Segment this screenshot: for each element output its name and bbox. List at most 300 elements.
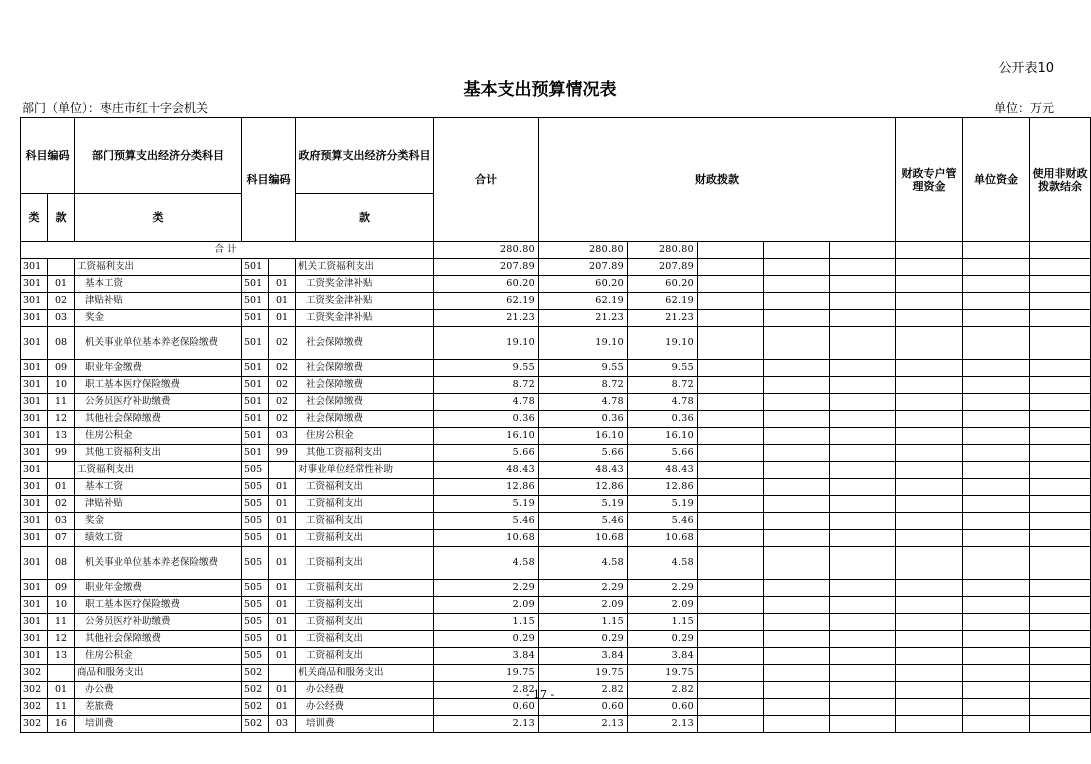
total-row-subtotal: 280.80 bbox=[539, 242, 628, 259]
empty-cell bbox=[698, 614, 764, 631]
subtotal-cell: 1.15 bbox=[539, 614, 628, 631]
empty-cell bbox=[896, 597, 963, 614]
empty-cell bbox=[1030, 360, 1091, 377]
table-row bbox=[21, 699, 1091, 716]
gov-item-name: 住房公积金 bbox=[296, 428, 434, 445]
empty-cell bbox=[698, 699, 764, 716]
general-budget-cell: 3.84 bbox=[628, 648, 698, 665]
gov-lei-cell: 505 bbox=[242, 614, 269, 631]
empty-cell bbox=[698, 327, 764, 360]
dept-lei-cell: 301 bbox=[21, 580, 48, 597]
gov-item-name: 机关工资福利支出 bbox=[296, 259, 434, 276]
empty-cell bbox=[896, 547, 963, 580]
empty-cell bbox=[1030, 411, 1091, 428]
empty-cell bbox=[698, 259, 764, 276]
empty-cell bbox=[896, 496, 963, 513]
empty-cell bbox=[963, 631, 1030, 648]
subtotal-cell: 48.43 bbox=[539, 462, 628, 479]
gov-lei-cell: 501 bbox=[242, 276, 269, 293]
general-budget-cell: 2.82 bbox=[628, 682, 698, 699]
general-budget-cell: 10.68 bbox=[628, 530, 698, 547]
dept-lei-cell: 301 bbox=[21, 259, 48, 276]
total-cell: 12.86 bbox=[434, 479, 539, 496]
total-cell: 3.84 bbox=[434, 648, 539, 665]
empty-cell bbox=[764, 716, 830, 733]
empty-cell bbox=[764, 496, 830, 513]
total-row-label: 合计 bbox=[21, 242, 434, 259]
gov-kuan-cell: 01 bbox=[269, 614, 296, 631]
empty-cell bbox=[830, 327, 896, 360]
empty-cell bbox=[830, 259, 896, 276]
gov-lei-cell: 502 bbox=[242, 665, 269, 682]
total-cell: 8.72 bbox=[434, 377, 539, 394]
table-row bbox=[21, 631, 1091, 648]
fiscal-header: 财政拨款 bbox=[539, 118, 896, 242]
table-row bbox=[21, 360, 1091, 377]
total-cell: 4.78 bbox=[434, 394, 539, 411]
gov-lei-cell: 501 bbox=[242, 327, 269, 360]
empty-cell bbox=[698, 462, 764, 479]
gov-item-name: 工资奖金津补贴 bbox=[296, 293, 434, 310]
dept-lei-header: 类 bbox=[21, 193, 48, 241]
general-budget-cell: 207.89 bbox=[628, 259, 698, 276]
gov-item-name: 工资福利支出 bbox=[296, 580, 434, 597]
gov-lei-cell: 501 bbox=[242, 259, 269, 276]
empty-cell bbox=[1030, 242, 1091, 259]
subtotal-cell: 0.60 bbox=[539, 699, 628, 716]
dept-lei-cell: 302 bbox=[21, 699, 48, 716]
dept-lei-cell: 301 bbox=[21, 411, 48, 428]
empty-cell bbox=[1030, 614, 1091, 631]
empty-cell bbox=[963, 242, 1030, 259]
total-cell: 60.20 bbox=[434, 276, 539, 293]
dept-item-name: 职业年金缴费 bbox=[75, 360, 242, 377]
gov-kuan-cell: 02 bbox=[269, 411, 296, 428]
empty-cell bbox=[896, 428, 963, 445]
empty-cell bbox=[1030, 394, 1091, 411]
gov-lei-cell: 502 bbox=[242, 716, 269, 733]
general-budget-cell: 2.29 bbox=[628, 580, 698, 597]
empty-cell bbox=[830, 428, 896, 445]
gov-lei-cell: 501 bbox=[242, 360, 269, 377]
gov-lei-cell: 502 bbox=[242, 699, 269, 716]
empty-cell bbox=[830, 699, 896, 716]
subtotal-cell: 9.55 bbox=[539, 360, 628, 377]
empty-cell bbox=[963, 394, 1030, 411]
empty-cell bbox=[1030, 716, 1091, 733]
empty-cell bbox=[764, 394, 830, 411]
empty-cell bbox=[830, 360, 896, 377]
subtotal-cell: 60.20 bbox=[539, 276, 628, 293]
table-row bbox=[21, 462, 1091, 479]
empty-cell bbox=[896, 648, 963, 665]
empty-cell bbox=[896, 377, 963, 394]
total-cell: 21.23 bbox=[434, 310, 539, 327]
dept-item-name: 基本工资 bbox=[75, 479, 242, 496]
gov-item-name: 工资福利支出 bbox=[296, 547, 434, 580]
total-cell: 48.43 bbox=[434, 462, 539, 479]
gov-kuan-cell: 01 bbox=[269, 580, 296, 597]
dept-item-name: 住房公积金 bbox=[75, 428, 242, 445]
empty-cell bbox=[764, 445, 830, 462]
subtotal-cell: 5.19 bbox=[539, 496, 628, 513]
general-budget-cell: 0.60 bbox=[628, 699, 698, 716]
empty-cell bbox=[896, 716, 963, 733]
gov-lei-cell: 502 bbox=[242, 682, 269, 699]
total-cell: 0.29 bbox=[434, 631, 539, 648]
total-cell: 5.19 bbox=[434, 496, 539, 513]
dept-lei-cell: 301 bbox=[21, 462, 48, 479]
general-budget-cell: 4.58 bbox=[628, 547, 698, 580]
empty-cell bbox=[764, 699, 830, 716]
empty-cell bbox=[896, 411, 963, 428]
empty-cell bbox=[1030, 293, 1091, 310]
dept-item-name: 培训费 bbox=[75, 716, 242, 733]
dept-item-name: 职业年金缴费 bbox=[75, 580, 242, 597]
dept-lei-cell: 301 bbox=[21, 547, 48, 580]
gov-kuan-cell: 01 bbox=[269, 310, 296, 327]
dept-kuan-cell: 16 bbox=[48, 716, 75, 733]
general-budget-cell: 48.43 bbox=[628, 462, 698, 479]
gov-item-name: 工资福利支出 bbox=[296, 614, 434, 631]
subtotal-cell: 19.10 bbox=[539, 327, 628, 360]
empty-cell bbox=[830, 276, 896, 293]
dept-item-name: 差旅费 bbox=[75, 699, 242, 716]
page-number: - 17 - bbox=[525, 688, 555, 701]
total-cell: 10.68 bbox=[434, 530, 539, 547]
empty-cell bbox=[896, 580, 963, 597]
total-header: 合计 bbox=[434, 118, 539, 242]
general-budget-cell: 2.09 bbox=[628, 597, 698, 614]
empty-cell bbox=[764, 276, 830, 293]
empty-cell bbox=[698, 411, 764, 428]
empty-cell bbox=[698, 377, 764, 394]
empty-cell bbox=[963, 597, 1030, 614]
empty-cell bbox=[830, 242, 896, 259]
empty-cell bbox=[830, 716, 896, 733]
empty-cell bbox=[896, 631, 963, 648]
dept-lei-cell: 302 bbox=[21, 682, 48, 699]
gov-lei-cell: 501 bbox=[242, 310, 269, 327]
gov-kuan-cell: 01 bbox=[269, 293, 296, 310]
general-budget-cell: 62.19 bbox=[628, 293, 698, 310]
empty-cell bbox=[830, 513, 896, 530]
empty-cell bbox=[698, 665, 764, 682]
subtotal-cell: 12.86 bbox=[539, 479, 628, 496]
subtotal-cell: 207.89 bbox=[539, 259, 628, 276]
dept-kuan-cell: 03 bbox=[48, 310, 75, 327]
empty-cell bbox=[896, 699, 963, 716]
empty-cell bbox=[896, 614, 963, 631]
empty-cell bbox=[963, 614, 1030, 631]
table-row bbox=[21, 259, 1091, 276]
empty-cell bbox=[1030, 445, 1091, 462]
empty-cell bbox=[764, 428, 830, 445]
dept-kuan-cell bbox=[48, 259, 75, 276]
dept-item-name: 津贴补贴 bbox=[75, 293, 242, 310]
empty-cell bbox=[764, 513, 830, 530]
general-budget-cell: 5.46 bbox=[628, 513, 698, 530]
empty-cell bbox=[698, 631, 764, 648]
gov-lei-cell: 505 bbox=[242, 496, 269, 513]
total-cell: 5.66 bbox=[434, 445, 539, 462]
total-cell: 5.46 bbox=[434, 513, 539, 530]
empty-cell bbox=[1030, 496, 1091, 513]
empty-cell bbox=[896, 242, 963, 259]
dept-kuan-cell: 12 bbox=[48, 411, 75, 428]
gov-kuan-cell: 01 bbox=[269, 530, 296, 547]
gov-item-name: 社会保障缴费 bbox=[296, 360, 434, 377]
dept-item-name: 住房公积金 bbox=[75, 648, 242, 665]
table-row bbox=[21, 377, 1091, 394]
dept-kuan-cell: 99 bbox=[48, 445, 75, 462]
empty-cell bbox=[1030, 665, 1091, 682]
empty-cell bbox=[963, 513, 1030, 530]
table-row bbox=[21, 547, 1091, 580]
empty-cell bbox=[698, 547, 764, 580]
gov-item-name: 工资奖金津补贴 bbox=[296, 310, 434, 327]
empty-cell bbox=[698, 428, 764, 445]
subtotal-cell: 8.72 bbox=[539, 377, 628, 394]
gov-item-name: 工资奖金津补贴 bbox=[296, 276, 434, 293]
gov-kuan-cell: 01 bbox=[269, 479, 296, 496]
empty-cell bbox=[830, 462, 896, 479]
total-cell: 2.13 bbox=[434, 716, 539, 733]
subtotal-cell: 4.58 bbox=[539, 547, 628, 580]
dept-kuan-cell: 11 bbox=[48, 699, 75, 716]
table-row bbox=[21, 394, 1091, 411]
gov-item-name: 工资福利支出 bbox=[296, 648, 434, 665]
empty-cell bbox=[1030, 580, 1091, 597]
dept-code-header: 科目编码 bbox=[21, 118, 75, 194]
empty-cell bbox=[698, 293, 764, 310]
empty-cell bbox=[764, 360, 830, 377]
empty-cell bbox=[1030, 276, 1091, 293]
table-row bbox=[21, 411, 1091, 428]
table-row bbox=[21, 614, 1091, 631]
dept-lei-cell: 301 bbox=[21, 496, 48, 513]
total-cell: 0.60 bbox=[434, 699, 539, 716]
empty-cell bbox=[830, 445, 896, 462]
dept-kuan-cell: 13 bbox=[48, 428, 75, 445]
empty-cell bbox=[698, 445, 764, 462]
gov-item-name: 工资福利支出 bbox=[296, 479, 434, 496]
subtotal-cell: 2.13 bbox=[539, 716, 628, 733]
empty-cell bbox=[963, 462, 1030, 479]
gov-lei-cell: 501 bbox=[242, 445, 269, 462]
empty-cell bbox=[830, 293, 896, 310]
gov-kuan-cell: 01 bbox=[269, 496, 296, 513]
empty-cell bbox=[963, 699, 1030, 716]
empty-cell bbox=[1030, 513, 1091, 530]
unit-label: 单位：万元 bbox=[993, 101, 1054, 115]
empty-cell bbox=[1030, 530, 1091, 547]
dept-item-name: 其他社会保障缴费 bbox=[75, 631, 242, 648]
subtotal-cell: 3.84 bbox=[539, 648, 628, 665]
empty-cell bbox=[963, 530, 1030, 547]
gov-item-name: 对事业单位经常性补助 bbox=[296, 462, 434, 479]
gov-lei-cell: 505 bbox=[242, 597, 269, 614]
empty-cell bbox=[698, 580, 764, 597]
empty-cell bbox=[764, 479, 830, 496]
empty-cell bbox=[963, 496, 1030, 513]
subtotal-cell: 0.36 bbox=[539, 411, 628, 428]
empty-cell bbox=[764, 665, 830, 682]
gov-item-name: 办公经费 bbox=[296, 682, 434, 699]
empty-cell bbox=[1030, 377, 1091, 394]
general-budget-cell: 9.55 bbox=[628, 360, 698, 377]
table-row bbox=[21, 327, 1091, 360]
empty-cell bbox=[830, 614, 896, 631]
empty-cell bbox=[698, 394, 764, 411]
total-cell: 62.19 bbox=[434, 293, 539, 310]
empty-cell bbox=[698, 242, 764, 259]
gov-kuan-cell: 02 bbox=[269, 327, 296, 360]
subtotal-cell: 4.78 bbox=[539, 394, 628, 411]
empty-cell bbox=[896, 462, 963, 479]
empty-cell bbox=[764, 310, 830, 327]
total-cell: 207.89 bbox=[434, 259, 539, 276]
dept-item-name: 其他工资福利支出 bbox=[75, 445, 242, 462]
gov-lei-cell: 501 bbox=[242, 293, 269, 310]
dept-item-name: 工资福利支出 bbox=[75, 462, 242, 479]
total-cell: 2.82 bbox=[434, 682, 539, 699]
general-budget-cell: 5.66 bbox=[628, 445, 698, 462]
general-budget-cell: 19.10 bbox=[628, 327, 698, 360]
empty-cell bbox=[698, 513, 764, 530]
gov-lei-cell: 505 bbox=[242, 631, 269, 648]
empty-cell bbox=[896, 530, 963, 547]
empty-cell bbox=[698, 310, 764, 327]
empty-cell bbox=[830, 310, 896, 327]
empty-cell bbox=[764, 293, 830, 310]
empty-cell bbox=[764, 377, 830, 394]
gov-item-name: 工资福利支出 bbox=[296, 631, 434, 648]
gov-item-name: 工资福利支出 bbox=[296, 530, 434, 547]
dept-kuan-cell: 02 bbox=[48, 293, 75, 310]
empty-cell bbox=[1030, 699, 1091, 716]
empty-cell bbox=[963, 580, 1030, 597]
dept-kuan-cell: 07 bbox=[48, 530, 75, 547]
empty-cell bbox=[830, 648, 896, 665]
dept-lei-cell: 301 bbox=[21, 648, 48, 665]
dept-item-name: 职工基本医疗保险缴费 bbox=[75, 597, 242, 614]
dept-item-name: 商品和服务支出 bbox=[75, 665, 242, 682]
empty-cell bbox=[963, 293, 1030, 310]
subtotal-cell: 21.23 bbox=[539, 310, 628, 327]
empty-cell bbox=[963, 665, 1030, 682]
dept-kuan-cell: 13 bbox=[48, 648, 75, 665]
dept-item-name: 办公费 bbox=[75, 682, 242, 699]
table-row bbox=[21, 310, 1091, 327]
dept-item-name: 机关事业单位基本养老保险缴费 bbox=[75, 547, 242, 580]
empty-cell bbox=[830, 631, 896, 648]
dept-lei-cell: 301 bbox=[21, 597, 48, 614]
empty-cell bbox=[764, 631, 830, 648]
empty-cell bbox=[830, 496, 896, 513]
unit-funds-header: 单位资金 bbox=[963, 118, 1030, 242]
gov-lei-header: 类 bbox=[75, 193, 242, 241]
gov-item-name: 其他工资福利支出 bbox=[296, 445, 434, 462]
gov-kuan-cell: 01 bbox=[269, 597, 296, 614]
dept-item-name: 公务员医疗补助缴费 bbox=[75, 614, 242, 631]
special-header: 财政专户管理资金 bbox=[896, 118, 963, 242]
empty-cell bbox=[963, 547, 1030, 580]
gov-kuan-cell: 01 bbox=[269, 699, 296, 716]
subtotal-cell: 2.29 bbox=[539, 580, 628, 597]
dept-kuan-cell: 01 bbox=[48, 682, 75, 699]
gov-item-name: 工资福利支出 bbox=[296, 513, 434, 530]
gov-item-name: 社会保障缴费 bbox=[296, 411, 434, 428]
dept-lei-cell: 301 bbox=[21, 327, 48, 360]
empty-cell bbox=[963, 479, 1030, 496]
gov-lei-cell: 505 bbox=[242, 513, 269, 530]
empty-cell bbox=[698, 530, 764, 547]
empty-cell bbox=[1030, 479, 1091, 496]
dept-kuan-cell: 12 bbox=[48, 631, 75, 648]
subtotal-cell: 19.75 bbox=[539, 665, 628, 682]
subtotal-cell: 10.68 bbox=[539, 530, 628, 547]
total-cell: 1.15 bbox=[434, 614, 539, 631]
empty-cell bbox=[963, 327, 1030, 360]
dept-lei-cell: 301 bbox=[21, 276, 48, 293]
dept-kuan-cell: 03 bbox=[48, 513, 75, 530]
dept-lei-cell: 301 bbox=[21, 377, 48, 394]
empty-cell bbox=[963, 428, 1030, 445]
gov-kuan-cell: 03 bbox=[269, 428, 296, 445]
gov-item-name: 培训费 bbox=[296, 716, 434, 733]
total-cell: 19.10 bbox=[434, 327, 539, 360]
gov-kuan-cell bbox=[269, 259, 296, 276]
dept-kuan-cell bbox=[48, 665, 75, 682]
gov-kuan-cell: 01 bbox=[269, 648, 296, 665]
gov-kuan-cell: 99 bbox=[269, 445, 296, 462]
gov-lei-cell: 501 bbox=[242, 394, 269, 411]
empty-cell bbox=[963, 377, 1030, 394]
empty-cell bbox=[830, 547, 896, 580]
empty-cell bbox=[764, 259, 830, 276]
empty-cell bbox=[1030, 327, 1091, 360]
empty-cell bbox=[963, 276, 1030, 293]
gov-kuan-cell: 02 bbox=[269, 360, 296, 377]
empty-cell bbox=[963, 360, 1030, 377]
table-row bbox=[21, 513, 1091, 530]
general-budget-cell: 0.29 bbox=[628, 631, 698, 648]
empty-cell bbox=[698, 496, 764, 513]
table-row bbox=[21, 445, 1091, 462]
empty-cell bbox=[896, 276, 963, 293]
dept-item-name: 奖金 bbox=[75, 310, 242, 327]
gov-lei-cell: 505 bbox=[242, 547, 269, 580]
dept-item-name: 工资福利支出 bbox=[75, 259, 242, 276]
empty-cell bbox=[1030, 631, 1091, 648]
total-cell: 0.36 bbox=[434, 411, 539, 428]
dept-lei-cell: 301 bbox=[21, 614, 48, 631]
total-row-general: 280.80 bbox=[628, 242, 698, 259]
general-budget-cell: 60.20 bbox=[628, 276, 698, 293]
table-row bbox=[21, 276, 1091, 293]
empty-cell bbox=[896, 259, 963, 276]
empty-cell bbox=[1030, 259, 1091, 276]
dept-lei-cell: 301 bbox=[21, 479, 48, 496]
total-cell: 19.75 bbox=[434, 665, 539, 682]
empty-cell bbox=[764, 614, 830, 631]
empty-cell bbox=[896, 394, 963, 411]
total-cell: 2.09 bbox=[434, 597, 539, 614]
gov-item-name: 社会保障缴费 bbox=[296, 377, 434, 394]
general-budget-cell: 2.13 bbox=[628, 716, 698, 733]
subtotal-cell: 0.29 bbox=[539, 631, 628, 648]
